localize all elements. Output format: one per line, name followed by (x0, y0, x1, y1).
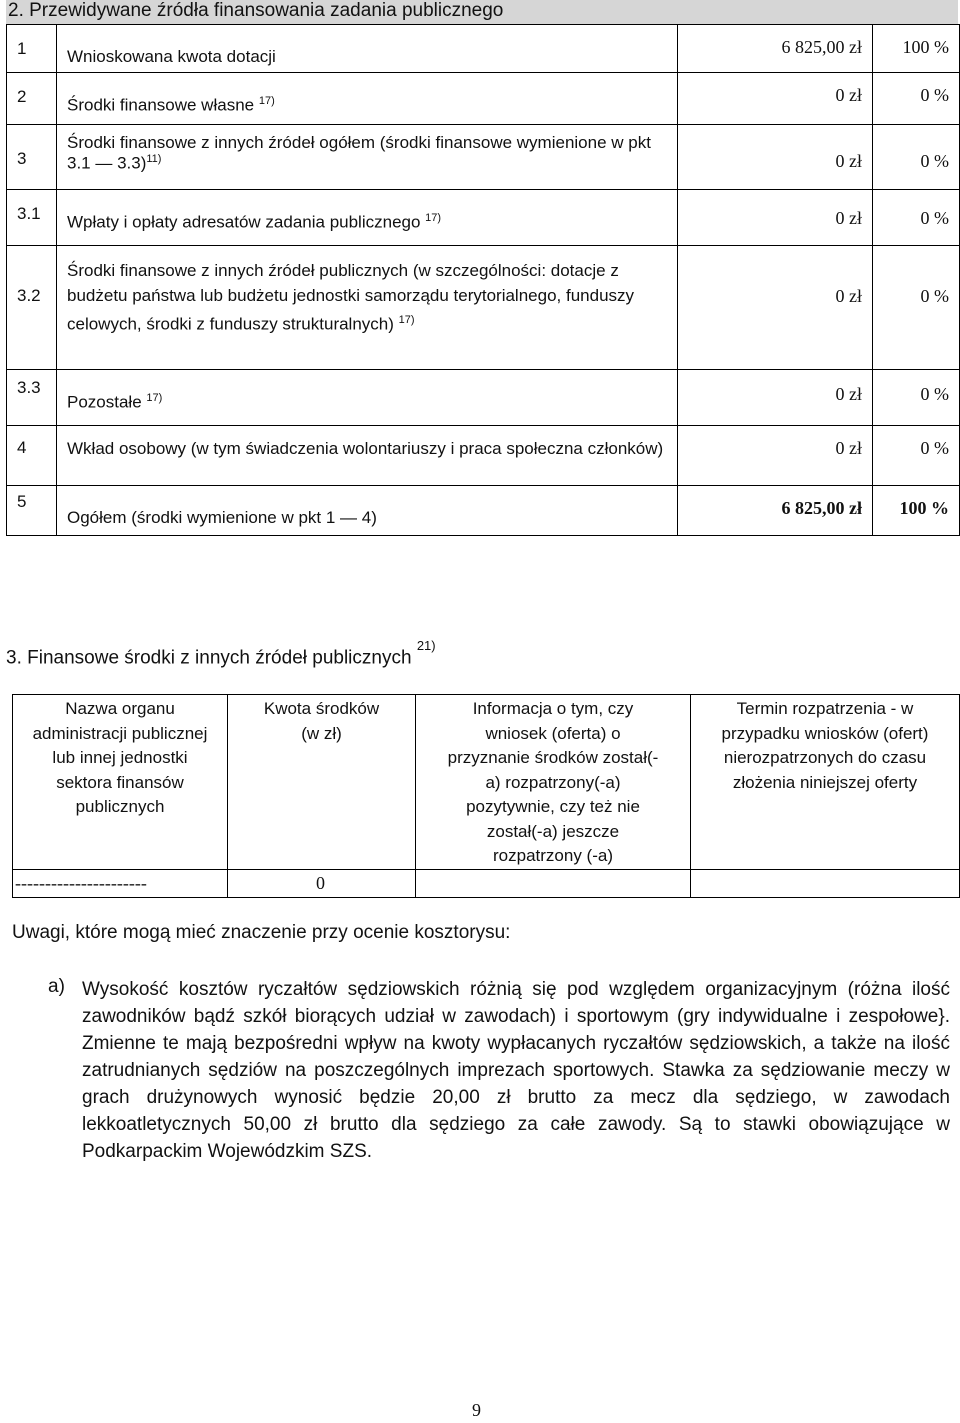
row-percent: 100 % (873, 486, 960, 536)
row-description: Wkład osobowy (w tym świadczenia wolontariuszy i praca społeczna członków) (57, 426, 678, 486)
row-percent: 0 % (873, 426, 960, 486)
table-row (7, 486, 960, 536)
row-percent: 0 % (873, 73, 960, 125)
public-sources-table (12, 694, 960, 898)
row-amount: 6 825,00 zł (678, 25, 873, 73)
row-description: Wnioskowana kwota dotacji (57, 25, 678, 73)
financing-sources-table (6, 24, 960, 536)
row-amount: 0 zł (678, 426, 873, 486)
table-row (7, 246, 960, 370)
row-number: 2 (7, 73, 57, 125)
row-amount: 0 zł (678, 190, 873, 246)
row-number: 3.3 (7, 370, 57, 426)
row-amount: 0 zł (678, 73, 873, 125)
note-label: a) (48, 976, 65, 997)
row-number: 4 (7, 426, 57, 486)
section-2-title: 2. Przewidywane źródła finansowania zadania publicznego (6, 0, 958, 24)
table-row (7, 125, 960, 190)
row-number: 3.1 (7, 190, 57, 246)
table-row (7, 190, 960, 246)
row-description: Środki finansowe z innych źródeł publicznych (w szczególności: dotacje z budżetu państwa lub budżetu jednostki samorządu terytorialnego, funduszy celowych, środki z funduszy strukturalnych) $^{17)}$ (57, 246, 678, 370)
authority-name-cell: ---------------------- (13, 869, 228, 897)
row-amount: 0 zł (678, 370, 873, 426)
amount-cell: 0 (228, 869, 416, 897)
row-number: 1 (7, 25, 57, 73)
decision-deadline-cell (691, 869, 960, 897)
row-percent: 0 % (873, 125, 960, 190)
application-status-cell (416, 869, 691, 897)
row-description: Środki finansowe własne $^{17)}$ (57, 73, 678, 125)
table-row (7, 73, 960, 125)
table-row (13, 869, 960, 897)
header-authority-name: Nazwa organu administracji publicznej lub innej jednostki sektora finansów publicznych (13, 695, 228, 870)
row-description: Ogółem (środki wymienione w pkt 1 — 4) (57, 486, 678, 536)
row-description: Wpłaty i opłaty adresatów zadania publicznego $^{17)}$ (57, 190, 678, 246)
row-amount: 0 zł (678, 125, 873, 190)
header-amount: Kwota środków (w zł) (228, 695, 416, 870)
header-application-status: Informacja o tym, czy wniosek (oferta) o przyznanie środków został(-a) rozpatrzony(-a) pozytywnie, czy też nie został(-a) jeszcze rozpatrzony (-a) (416, 695, 691, 870)
table-header-row (13, 695, 960, 870)
row-number: 3 (7, 125, 57, 190)
row-description: Pozostałe $^{17)}$ (57, 370, 678, 426)
section-3-title: 3. Finansowe środki z innych źródeł publicznych $^{21)}$ (6, 638, 436, 669)
table-row (7, 25, 960, 73)
header-decision-deadline: Termin rozpatrzenia - w przypadku wniosków (ofert) nierozpatrzonych do czasu złożenia niniejszej oferty (691, 695, 960, 870)
row-description: Środki finansowe z innych źródeł ogółem (środki finansowe wymienione w pkt 3.1 — 3.3)$^{11)}$ (57, 125, 678, 190)
row-number: 5 (7, 486, 57, 536)
row-percent: 0 % (873, 370, 960, 426)
row-percent: 0 % (873, 190, 960, 246)
row-percent: 0 % (873, 246, 960, 370)
row-amount: 6 825,00 zł (678, 486, 873, 536)
table-row (7, 370, 960, 426)
notes-title: Uwagi, które mogą mieć znaczenie przy ocenie kosztorysu: (12, 922, 511, 943)
table-row (7, 426, 960, 486)
row-amount: 0 zł (678, 246, 873, 370)
row-number: 3.2 (7, 246, 57, 370)
page-number: 9 (472, 1400, 481, 1420)
note-text: Wysokość kosztów ryczałtów sędziowskich różnią się pod względem organizacyjnym (różna ilość zawodników bądź szkół biorących udział w zawodach) i sportowym (gry indywidualne i zespołowe}. Zmienne te mają bezpośredni wpływ na kwoty wypłacanych ryczałtów sędziowskich, a także na ilość zatrudnianych sędziów na poszczególnych imprezach sportowych. Stawka za sędziowanie meczy w grach drużynowych wynosić będzie 20,00 zł brutto za mecz dla sędziego, w zawodach lekkoatletycznych 50,00 zł brutto dla sędziego za całe zawody. Są to stawki obowiązujące w Podkarpackim Wojewódzkim SZS. (82, 979, 950, 1162)
row-percent: 100 % (873, 25, 960, 73)
